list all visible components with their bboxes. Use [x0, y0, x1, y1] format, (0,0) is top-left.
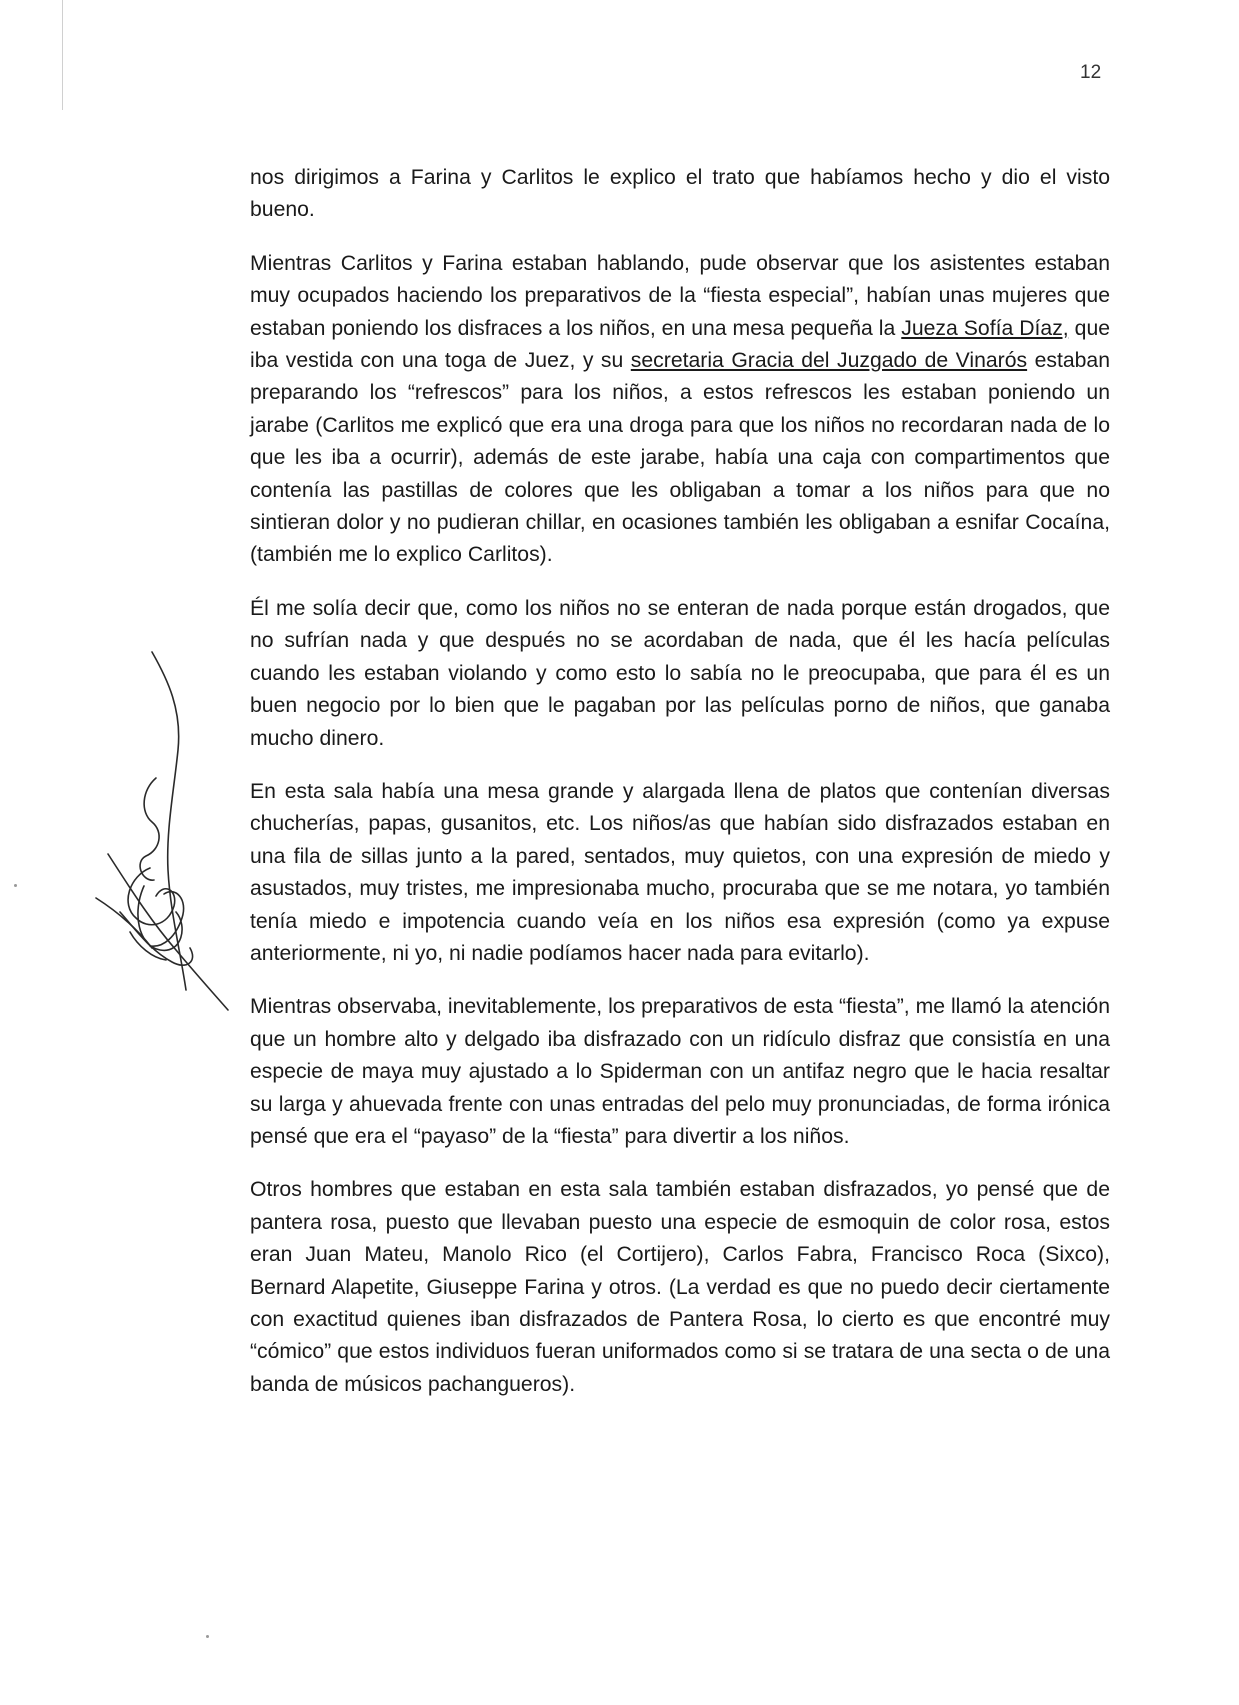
handwritten-signature-icon [90, 650, 230, 1070]
document-body [250, 162, 1110, 1422]
page-number: 12 [1080, 62, 1102, 83]
scan-speck [206, 1635, 209, 1638]
paragraph-1: nos dirigimos a Farina y Carlitos le explico el trato que habíamos hecho y dio el visto bueno. [250, 166, 1110, 222]
paragraph-3: Él me solía decir que, como los niños no se enteran de nada porque están drogados, que no sufrían nada y que después no se acordaban de nada, que él les hacía películas cuando les estaban violando y como esto lo sabía no le preocupaba, que para él es un buen negocio por lo bien que le pagaban por las películas porno de niños, que ganaba mucho dinero. [250, 596, 1110, 750]
paragraph-2-text-c: estaban preparando los “refrescos” para los niños, a estos refrescos les estaban poniendo un jarabe (Carlitos me explicó que era una droga para que los niños no recordaran nada de lo que les iba a ocurrir), además de este jarabe, había una caja con compartimentos que contenía las pastillas de colores que les obligaban a tomar a los niños para que no sintieran dolor y no pudieran chillar, en ocasiones también les obligaban a esnifar Cocaína, (también me lo explico Carlitos). [250, 349, 1111, 567]
paragraph-4: En esta sala había una mesa grande y alargada llena de platos que contenían diversas chucherías, papas, gusanitos, etc. Los niños/as que habían sido disfrazados estaban en una fila de sillas junto a la pared, sentados, muy quietos, con una expresión de miedo y asustados, muy tristes, me impresionaba mucho, procuraba que se me notara, yo también tenía miedo e impotencia cuando veía en los niños esa expresión (como ya expuse anteriormente, ni yo, ni nadie podíamos hacer nada para evitarlo). [250, 779, 1110, 965]
paragraph-2-text-a: Mientras Carlitos y Farina estaban hablando, pude observar que los asistentes estaban muy ocupados haciendo los preparativos de la “fiesta especial”, habían unas mujeres que estaban poniendo los disfraces a los niños, en una mesa pequeña la [250, 251, 1110, 340]
paragraph-2-text-b: que iba vestida con una toga de Juez, y su [250, 316, 1111, 373]
paragraph-5: Mientras observaba, inevitablemente, los preparativos de esta “fiesta”, me llamó la atención que un hombre alto y delgado iba disfrazado con un ridículo disfraz que consistía en una especie de maya muy ajustado a lo Spiderman con un antifaz negro que le hacia resaltar su larga y ahuevada frente con unas entradas del pelo muy pronunciadas, de forma irónica pensé que era el “payaso” de la “fiesta” para divertir a los niños. [250, 995, 1110, 1148]
paragraph-6: Otros hombres que estaban en esta sala también estaban disfrazados, yo pensé que de pantera rosa, puesto que llevaban puesto una especie de esmoquin de color rosa, estos eran Juan Mateu, Manolo Rico (el Cortijero), Carlos Fabra, Francisco Roca (Sixco), Bernard Alapetite, Giuseppe Farina y otros. (La verdad es que no puedo decir ciertamente con exactitud quienes iban disfrazados de Pantera Rosa, lo cierto es que encontré muy “cómico” que estos individuos fueran uniformados como si se tratara de una secta o de una banda de músicos pachangueros). [250, 1178, 1110, 1396]
scan-edge-mark [62, 0, 63, 110]
scan-speck [14, 884, 17, 887]
underlined-name-secretary: secretaria Gracia del Juzgado de Vinarós [630, 349, 1028, 373]
paragraph-2 [250, 248, 1110, 572]
underlined-name-judge: Jueza Sofía Díaz, [901, 316, 1069, 340]
